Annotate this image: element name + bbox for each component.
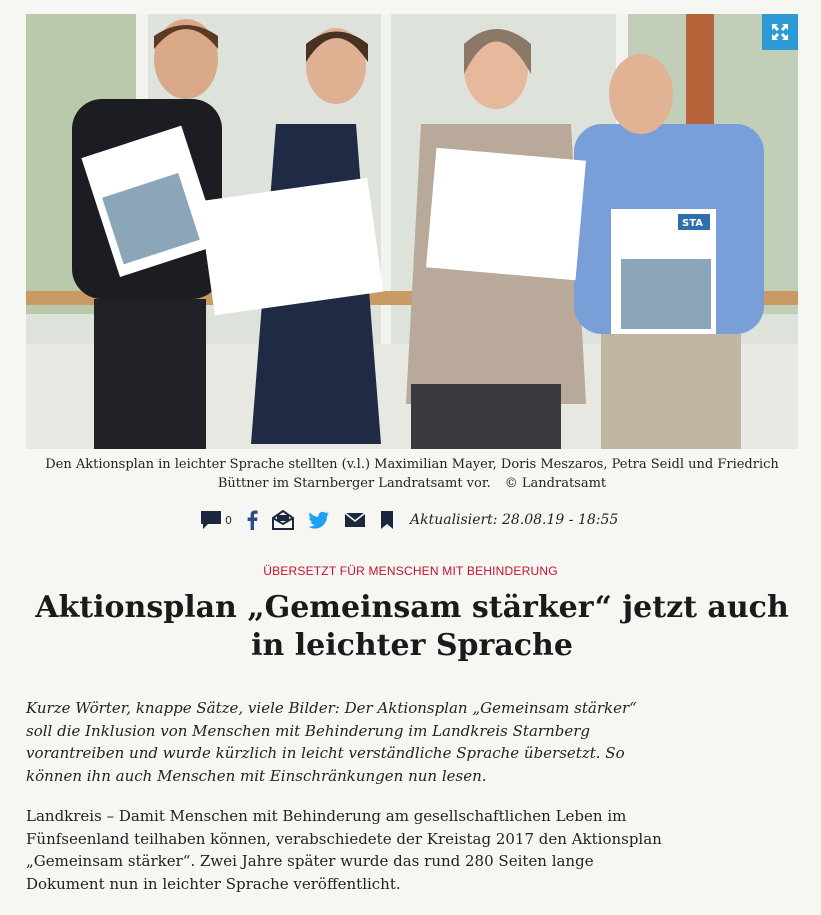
envelope-open-icon [272,510,294,530]
article-lead: Kurze Wörter, knappe Sätze, viele Bilder: Der Aktionsplan „Gemeinsam stärker“ soll die Inklusion von Menschen mit Behinderung im Landkreis Starnberg vorantreiben und wurde kürzlich in leicht verständliche Sprache übersetzt. So können ihn auch Menschen mit Einschränkungen nun lesen. [26,699,637,785]
comment-count: 0 [225,513,232,527]
booklet-badge: STA [682,218,703,229]
caption-credit: © Landratsamt [504,476,607,491]
twitter-icon [308,511,330,529]
updated-timestamp: Aktualisiert: 28.08.19 - 18:55 [410,512,619,528]
email-open-button[interactable] [272,506,294,534]
comments-button[interactable] [200,506,232,534]
mail-icon [344,512,366,528]
article-headline: Aktionsplan „Gemeinsam stärker“ jetzt auch in leichter Sprache [35,590,789,663]
bookmark-button[interactable] [380,506,394,534]
bookmark-icon [380,510,394,530]
expand-image-button[interactable] [762,14,798,50]
photo-caption [26,455,798,493]
caption-text: Den Aktionsplan in leichter Sprache stellten (v.l.) Maximilian Mayer, Doris Meszaros, Petra Seidl und Friedrich Büttner im Starnberger Landratsamt vor. [45,457,779,491]
expand-icon [770,22,790,42]
share-toolbar [200,506,640,534]
mail-share-button[interactable] [344,506,366,534]
article-photo[interactable] [26,14,798,449]
article-body: Landkreis – Damit Menschen mit Behinderung am gesellschaftlichen Leben im Fünfseenland teilhaben können, verabschiedete der Kreistag 2017 den Aktionsplan „Gemeinsam stärker“. Zwei Jahre später wurde das rund 280 Seiten lange Dokument nun in leichter Sprache veröffentlicht. [26,807,662,893]
facebook-icon [246,510,258,530]
twitter-share-button[interactable] [308,506,330,534]
facebook-share-button[interactable] [246,506,258,534]
comment-icon [200,510,222,530]
article-kicker: ÜBERSETZT FÜR MENSCHEN MIT BEHINDERUNG [263,564,558,578]
photo-people-holding-booklets [26,14,798,449]
